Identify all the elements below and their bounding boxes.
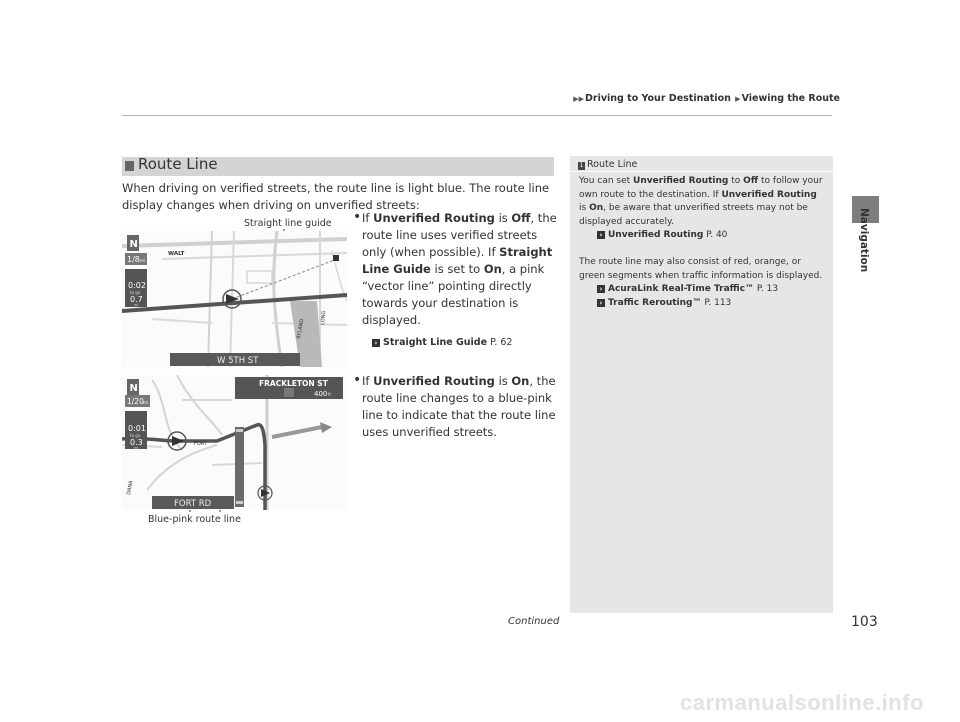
chapter-tab-label: Navigation [858, 208, 870, 273]
reference-arrow-icon: › [597, 231, 605, 239]
xref-label: Unverified Routing [608, 230, 704, 240]
svg-text:mi: mi [143, 400, 149, 405]
sidebar-heading [578, 159, 637, 170]
map2-eta-time: 0:01 [128, 424, 146, 433]
xref-label: Straight Line Guide [383, 337, 488, 348]
xref-page: P. 113 [704, 297, 732, 308]
bullet-dot-icon: • [353, 372, 362, 388]
map-2-graphic [122, 375, 347, 510]
svg-text:mi: mi [134, 303, 139, 307]
bullet-text: , the route line changes to a blue-pink line to indicate that the route line uses unverified streets. [362, 374, 556, 439]
reference-arrow-icon: › [372, 339, 380, 347]
sidebar-heading-text: Route Line [587, 159, 638, 170]
xref-label: AcuraLink Real-Time Traffic™ [608, 284, 755, 294]
setting-name: Unverified Routing [721, 189, 817, 200]
setting-name: Unverified Routing [633, 176, 729, 186]
setting-name: Unverified Routing [373, 374, 495, 388]
svg-text:to go: to go [130, 433, 141, 438]
bullet-text: is [498, 211, 508, 225]
setting-value: On [483, 262, 502, 276]
bullet-text: , the route line uses verified streets only (when possible). If [362, 211, 557, 259]
xref-page: P. 40 [706, 230, 728, 240]
svg-text:WALT: WALT [168, 251, 185, 257]
setting-name: Straight Line Guide [362, 245, 553, 276]
svg-text:DANA: DANA [126, 480, 135, 496]
sidebar-text: You can set [579, 176, 631, 186]
reference-arrow-icon: › [597, 285, 605, 293]
svg-text:N: N [129, 239, 138, 250]
svg-text:to go: to go [130, 290, 141, 295]
svg-text:N: N [129, 383, 138, 394]
bullet-text: is [498, 374, 508, 388]
breadcrumb-item[interactable]: Viewing the Route [741, 93, 840, 104]
map1-eta-time: 0:02 [128, 281, 146, 290]
bullet-text: , a pink “vector line” pointing directly towards your destination is displayed. [362, 262, 545, 327]
sidebar-text: to [731, 176, 741, 186]
chevron-right-icon: ▶▶ [573, 95, 584, 103]
sidebar-text: The route line may also consist of red, orange, or green segments when traffic information is displayed. [579, 257, 823, 281]
setting-value: Off [511, 211, 531, 225]
map2-distance: 0.3 [130, 438, 143, 447]
callout-straight-line-guide: Straight line guide [244, 218, 332, 229]
map1-distance: 0.7 [130, 295, 143, 304]
callout-blue-pink-route-line: Blue-pink route line [148, 514, 241, 525]
breadcrumb-item[interactable]: Driving to Your Destination [585, 93, 731, 104]
sidebar-text: , be aware that unverified streets may not be displayed accurately. [579, 203, 808, 227]
map2-scale: 1/20 [127, 397, 144, 406]
svg-text:mi: mi [140, 258, 146, 263]
sidebar-paragraph [579, 256, 825, 310]
bullet-text: If [362, 211, 370, 225]
page-number: 103 [851, 614, 878, 630]
section-title: Route Line [138, 155, 218, 173]
xref-page: P. 62 [490, 337, 513, 348]
cross-reference[interactable] [579, 229, 825, 243]
sidebar-divider [570, 171, 833, 172]
watermark: carmanualsonline.info [680, 690, 924, 715]
cross-reference[interactable] [579, 283, 825, 297]
reference-arrow-icon: › [597, 299, 605, 307]
svg-text:ft: ft [328, 392, 331, 397]
note-number-icon: 1 [579, 162, 584, 169]
svg-text:FORT: FORT [194, 441, 207, 447]
bullet-text: If [362, 374, 370, 388]
setting-value: On [511, 374, 530, 388]
map-1-graphic [122, 231, 347, 367]
intro-paragraph: When driving on verified streets, the route line is light blue. The route line display changes when driving on unverified streets: [122, 181, 550, 212]
svg-text:mi: mi [134, 446, 139, 450]
setting-value: Off [743, 176, 759, 186]
map2-next-street: FRACKLETON ST [259, 379, 328, 388]
map1-current-street: W 5TH ST [217, 356, 259, 366]
xref-label: Traffic Rerouting™ [608, 297, 702, 308]
chevron-right-icon: ▶ [735, 95, 741, 103]
map2-current-street: FORT RD [174, 499, 212, 509]
bullet-text: is set to [434, 262, 481, 276]
sidebar-note [570, 156, 833, 613]
cross-reference[interactable] [579, 297, 825, 311]
sidebar-text: to follow your own route to the destination. If [579, 176, 823, 200]
svg-text:RYLAND: RYLAND [296, 318, 306, 340]
map2-next-distance: 400 [314, 390, 328, 398]
setting-name: Unverified Routing [373, 211, 495, 225]
nav-map-screenshot-1 [122, 231, 347, 367]
map1-scale: 1/8 [127, 255, 140, 264]
svg-text:LONG: LONG [320, 310, 328, 326]
setting-value: On [589, 203, 604, 213]
continued-label: Continued [508, 616, 560, 627]
bullet-dot-icon: • [353, 209, 362, 225]
xref-page: P. 13 [756, 284, 779, 294]
nav-map-screenshot-2 [122, 375, 347, 510]
sidebar-text: is [579, 203, 587, 213]
sidebar-paragraph [579, 175, 825, 243]
